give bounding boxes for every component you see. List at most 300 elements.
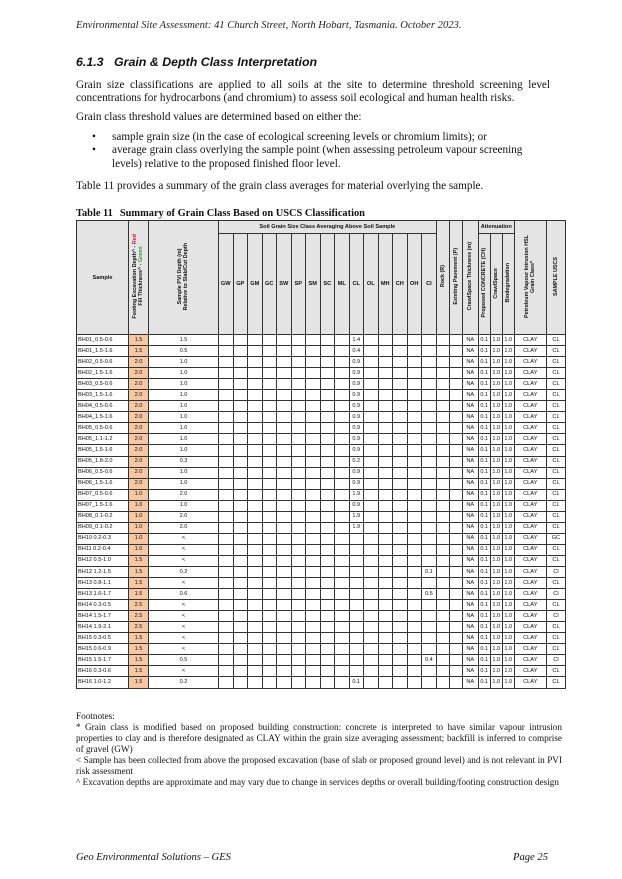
- grain-class-table: [76, 220, 566, 689]
- cell-grain-ch: [393, 522, 408, 533]
- cell-grain-gc: [262, 401, 277, 412]
- cell-grain-cl: 0.9: [349, 401, 364, 412]
- col-header-grain: GP: [233, 234, 248, 335]
- cell-crawl-thickness: NA: [462, 335, 478, 346]
- cell-crawl-thickness: NA: [462, 589, 478, 600]
- col-header-grain: SC: [320, 234, 335, 335]
- cell-grain-oh: [407, 500, 422, 511]
- cell-sample: BH02_0.5-0.6: [77, 357, 129, 368]
- cell-grain-sp: [291, 478, 306, 489]
- cell-crawl-thickness: NA: [462, 401, 478, 412]
- col-group-soil-grain: Soil Grain Size Class Averaging Above Soil Sample: [219, 221, 437, 234]
- cell-uscs: CI: [546, 611, 566, 622]
- cell-grain-gp: [233, 533, 248, 544]
- cell-grain-ol: [364, 622, 379, 633]
- cell-grain-sp: [291, 633, 306, 644]
- cell-crawlspace: 1.0: [490, 544, 502, 555]
- cell-grain-sm: [306, 633, 321, 644]
- cell-grain-gc: [262, 390, 277, 401]
- cell-grain-mh: [378, 335, 393, 346]
- cell-crawlspace: 1.0: [490, 611, 502, 622]
- cell-grain-sp: [291, 533, 306, 544]
- cell-pavement: [449, 357, 462, 368]
- footnotes: [76, 711, 562, 788]
- cell-grain-sp: [291, 467, 306, 478]
- cell-grain-ci: [422, 578, 437, 589]
- cell-grain-oh: [407, 456, 422, 467]
- cell-grain-gc: [262, 368, 277, 379]
- cell-grain-gw: [219, 478, 234, 489]
- cell-grain-sw: [277, 611, 292, 622]
- cell-crawl-thickness: NA: [462, 423, 478, 434]
- cell-hsl-class: CLAY: [514, 346, 546, 357]
- cell-grain-sp: [291, 511, 306, 522]
- cell-grain-sc: [320, 500, 335, 511]
- cell-concrete: 0.1: [478, 589, 490, 600]
- cell-grain-sc: [320, 368, 335, 379]
- cell-grain-ml: [335, 456, 350, 467]
- cell-grain-ch: [393, 456, 408, 467]
- cell-grain-sp: [291, 445, 306, 456]
- cell-grain-sw: [277, 677, 292, 688]
- cell-pvi-depth: 2.0: [149, 511, 219, 522]
- cell-grain-gw: [219, 445, 234, 456]
- list-item: • average grain class overlying the sample point (when assessing petroleum vapour screening levels) relative to the proposed finished floor level.: [76, 144, 550, 171]
- cell-grain-ol: [364, 401, 379, 412]
- cell-uscs: CL: [546, 456, 566, 467]
- table-row: [77, 456, 566, 467]
- cell-grain-ch: [393, 677, 408, 688]
- cell-grain-gw: [219, 555, 234, 566]
- cell-concrete: 0.1: [478, 423, 490, 434]
- cell-biodegradation: 1.0: [502, 655, 514, 666]
- cell-uscs: CI: [546, 566, 566, 577]
- cell-footing-depth: 1.5: [129, 346, 149, 357]
- cell-grain-gw: [219, 589, 234, 600]
- cell-grain-gc: [262, 445, 277, 456]
- cell-crawlspace: 1.0: [490, 511, 502, 522]
- cell-pvi-depth: <: [149, 533, 219, 544]
- col-header-grain: CH: [393, 234, 408, 335]
- cell-grain-ml: [335, 445, 350, 456]
- cell-grain-ml: [335, 578, 350, 589]
- cell-crawl-thickness: NA: [462, 644, 478, 655]
- cell-crawl-thickness: NA: [462, 600, 478, 611]
- cell-rock: [436, 622, 449, 633]
- cell-hsl-class: CLAY: [514, 600, 546, 611]
- cell-crawlspace: 1.0: [490, 677, 502, 688]
- cell-grain-mh: [378, 566, 393, 577]
- cell-grain-cl: [349, 566, 364, 577]
- table-row: [77, 600, 566, 611]
- cell-grain-sc: [320, 555, 335, 566]
- cell-grain-gc: [262, 555, 277, 566]
- cell-grain-sp: [291, 390, 306, 401]
- cell-grain-gc: [262, 533, 277, 544]
- cell-grain-mh: [378, 666, 393, 677]
- cell-grain-oh: [407, 578, 422, 589]
- cell-grain-oh: [407, 677, 422, 688]
- col-header-grain: SP: [291, 234, 306, 335]
- cell-grain-ol: [364, 578, 379, 589]
- cell-pvi-depth: 1.0: [149, 500, 219, 511]
- cell-grain-gm: [248, 401, 263, 412]
- cell-uscs: CL: [546, 544, 566, 555]
- cell-rock: [436, 379, 449, 390]
- cell-grain-cl: 0.9: [349, 478, 364, 489]
- cell-hsl-class: CLAY: [514, 544, 546, 555]
- cell-crawlspace: 1.0: [490, 390, 502, 401]
- cell-grain-sm: [306, 423, 321, 434]
- cell-grain-gw: [219, 633, 234, 644]
- cell-grain-sc: [320, 655, 335, 666]
- cell-sample: BH09_0.1-0.2: [77, 522, 129, 533]
- cell-sample: BH12 1.2-1.5: [77, 566, 129, 577]
- cell-grain-gm: [248, 533, 263, 544]
- cell-grain-sm: [306, 544, 321, 555]
- cell-grain-sc: [320, 511, 335, 522]
- cell-concrete: 0.1: [478, 600, 490, 611]
- cell-rock: [436, 677, 449, 688]
- cell-biodegradation: 1.0: [502, 368, 514, 379]
- table-row: [77, 589, 566, 600]
- table-row: [77, 622, 566, 633]
- cell-grain-gp: [233, 445, 248, 456]
- cell-footing-depth: 2.0: [129, 357, 149, 368]
- cell-grain-gc: [262, 666, 277, 677]
- cell-grain-mh: [378, 611, 393, 622]
- cell-concrete: 0.1: [478, 511, 490, 522]
- cell-grain-ch: [393, 622, 408, 633]
- cell-grain-sw: [277, 533, 292, 544]
- cell-grain-gc: [262, 456, 277, 467]
- cell-grain-gm: [248, 655, 263, 666]
- cell-grain-ol: [364, 544, 379, 555]
- cell-rock: [436, 578, 449, 589]
- cell-grain-sm: [306, 467, 321, 478]
- cell-crawl-thickness: NA: [462, 622, 478, 633]
- cell-grain-sw: [277, 423, 292, 434]
- cell-footing-depth: 2.0: [129, 478, 149, 489]
- cell-uscs: CL: [546, 489, 566, 500]
- cell-grain-cl: 0.4: [349, 346, 364, 357]
- cell-grain-mh: [378, 644, 393, 655]
- cell-grain-ol: [364, 666, 379, 677]
- table-row: [77, 500, 566, 511]
- cell-grain-oh: [407, 335, 422, 346]
- cell-grain-gm: [248, 644, 263, 655]
- cell-pvi-depth: <: [149, 578, 219, 589]
- cell-grain-gw: [219, 522, 234, 533]
- cell-grain-gw: [219, 578, 234, 589]
- cell-sample: BH05_1.5-1.6: [77, 445, 129, 456]
- cell-grain-mh: [378, 677, 393, 688]
- table-caption-title: Summary of Grain Class Based on USCS Classification: [119, 208, 365, 219]
- cell-crawlspace: 1.0: [490, 357, 502, 368]
- col-header-rock: Rock (R): [436, 221, 449, 335]
- cell-grain-gm: [248, 633, 263, 644]
- cell-crawl-thickness: NA: [462, 412, 478, 423]
- cell-pvi-depth: 0.2: [149, 566, 219, 577]
- table-row: [77, 566, 566, 577]
- cell-grain-gc: [262, 589, 277, 600]
- cell-rock: [436, 390, 449, 401]
- cell-pvi-depth: 1.0: [149, 401, 219, 412]
- cell-crawl-thickness: NA: [462, 390, 478, 401]
- cell-uscs: CL: [546, 622, 566, 633]
- cell-pavement: [449, 522, 462, 533]
- cell-grain-gc: [262, 412, 277, 423]
- cell-grain-mh: [378, 423, 393, 434]
- cell-grain-oh: [407, 478, 422, 489]
- cell-biodegradation: 1.0: [502, 522, 514, 533]
- cell-hsl-class: CLAY: [514, 511, 546, 522]
- cell-pvi-depth: 1.0: [149, 434, 219, 445]
- cell-grain-gp: [233, 655, 248, 666]
- table-row: [77, 511, 566, 522]
- table-body: [77, 335, 566, 689]
- cell-grain-mh: [378, 445, 393, 456]
- cell-crawlspace: 1.0: [490, 489, 502, 500]
- cell-grain-cl: 0.9: [349, 368, 364, 379]
- cell-grain-ml: [335, 357, 350, 368]
- cell-crawlspace: 1.0: [490, 335, 502, 346]
- cell-grain-ml: [335, 500, 350, 511]
- cell-grain-oh: [407, 379, 422, 390]
- cell-sample: BH13 0.8-1.1: [77, 578, 129, 589]
- cell-grain-sm: [306, 390, 321, 401]
- footnote-excavation-depth: ^ Excavation depths are approximate and may vary due to change in services depths or overall building/footing construction design: [76, 777, 559, 787]
- cell-grain-ci: 0.5: [422, 589, 437, 600]
- cell-grain-sc: [320, 489, 335, 500]
- cell-grain-gp: [233, 489, 248, 500]
- cell-grain-gp: [233, 555, 248, 566]
- cell-grain-sw: [277, 589, 292, 600]
- col-header-uscs: SAMPLE USCS: [546, 221, 566, 335]
- cell-crawl-thickness: NA: [462, 379, 478, 390]
- cell-biodegradation: 1.0: [502, 445, 514, 456]
- col-header-hsl: Petroleum Vapour Intrusion HSL Grain Class*: [514, 221, 546, 335]
- cell-grain-gp: [233, 357, 248, 368]
- cell-grain-gp: [233, 346, 248, 357]
- cell-biodegradation: 1.0: [502, 578, 514, 589]
- cell-uscs: CL: [546, 423, 566, 434]
- cell-grain-sm: [306, 578, 321, 589]
- cell-hsl-class: CLAY: [514, 589, 546, 600]
- cell-rock: [436, 456, 449, 467]
- cell-crawl-thickness: NA: [462, 555, 478, 566]
- cell-crawl-thickness: NA: [462, 633, 478, 644]
- cell-uscs: CL: [546, 578, 566, 589]
- cell-grain-gw: [219, 622, 234, 633]
- cell-grain-ol: [364, 655, 379, 666]
- cell-uscs: CL: [546, 445, 566, 456]
- cell-grain-sm: [306, 511, 321, 522]
- cell-grain-sm: [306, 434, 321, 445]
- col-header-grain: OL: [364, 234, 379, 335]
- paragraph-table-intro: Table 11 provides a summary of the grain class averages for material overlying the sample.: [76, 180, 484, 192]
- cell-grain-sc: [320, 401, 335, 412]
- cell-grain-ml: [335, 522, 350, 533]
- cell-grain-gp: [233, 589, 248, 600]
- cell-grain-gp: [233, 600, 248, 611]
- cell-grain-ci: [422, 357, 437, 368]
- cell-grain-gp: [233, 335, 248, 346]
- cell-concrete: 0.1: [478, 633, 490, 644]
- cell-grain-sp: [291, 677, 306, 688]
- col-header-grain: SM: [306, 234, 321, 335]
- cell-sample: BH07_1.5-1.6: [77, 500, 129, 511]
- cell-uscs: CL: [546, 346, 566, 357]
- cell-grain-ol: [364, 456, 379, 467]
- cell-grain-sw: [277, 555, 292, 566]
- cell-grain-ch: [393, 544, 408, 555]
- cell-grain-sp: [291, 611, 306, 622]
- cell-pavement: [449, 544, 462, 555]
- cell-hsl-class: CLAY: [514, 555, 546, 566]
- cell-grain-sw: [277, 500, 292, 511]
- cell-grain-sc: [320, 644, 335, 655]
- cell-concrete: 0.1: [478, 666, 490, 677]
- cell-grain-sp: [291, 346, 306, 357]
- cell-grain-gc: [262, 467, 277, 478]
- cell-footing-depth: 1.0: [129, 533, 149, 544]
- table-row: [77, 445, 566, 456]
- cell-rock: [436, 666, 449, 677]
- cell-grain-cl: 1.9: [349, 489, 364, 500]
- cell-grain-sc: [320, 611, 335, 622]
- cell-grain-gm: [248, 600, 263, 611]
- cell-grain-ml: [335, 379, 350, 390]
- cell-grain-ol: [364, 467, 379, 478]
- cell-grain-sc: [320, 522, 335, 533]
- cell-grain-mh: [378, 500, 393, 511]
- cell-grain-sm: [306, 622, 321, 633]
- cell-uscs: CL: [546, 666, 566, 677]
- cell-biodegradation: 1.0: [502, 346, 514, 357]
- cell-grain-cl: 0.9: [349, 500, 364, 511]
- cell-pavement: [449, 566, 462, 577]
- cell-grain-ci: [422, 346, 437, 357]
- cell-sample: BH03_0.5-0.6: [77, 379, 129, 390]
- cell-grain-oh: [407, 544, 422, 555]
- cell-hsl-class: CLAY: [514, 368, 546, 379]
- cell-crawlspace: 1.0: [490, 578, 502, 589]
- cell-hsl-class: CLAY: [514, 489, 546, 500]
- cell-pavement: [449, 500, 462, 511]
- cell-rock: [436, 633, 449, 644]
- cell-biodegradation: 1.0: [502, 544, 514, 555]
- cell-sample: BH14 1.5-1.7: [77, 611, 129, 622]
- cell-grain-gm: [248, 335, 263, 346]
- col-header-sample: Sample: [77, 221, 129, 335]
- col-header-crawlspace: CrawlSpace: [490, 234, 502, 335]
- cell-uscs: CL: [546, 412, 566, 423]
- cell-sample: BH07_0.5-0.6: [77, 489, 129, 500]
- cell-grain-mh: [378, 589, 393, 600]
- cell-grain-sc: [320, 677, 335, 688]
- cell-grain-gp: [233, 511, 248, 522]
- cell-footing-depth: 2.0: [129, 467, 149, 478]
- cell-grain-ci: [422, 423, 437, 434]
- cell-crawlspace: 1.0: [490, 589, 502, 600]
- cell-footing-depth: 1.5: [129, 677, 149, 688]
- cell-grain-sc: [320, 357, 335, 368]
- cell-grain-gc: [262, 644, 277, 655]
- cell-hsl-class: CLAY: [514, 500, 546, 511]
- cell-concrete: 0.1: [478, 644, 490, 655]
- table-row: [77, 434, 566, 445]
- cell-pavement: [449, 467, 462, 478]
- cell-grain-ch: [393, 401, 408, 412]
- cell-grain-ml: [335, 489, 350, 500]
- cell-concrete: 0.1: [478, 412, 490, 423]
- cell-rock: [436, 445, 449, 456]
- cell-grain-ci: [422, 544, 437, 555]
- cell-footing-depth: 2.0: [129, 445, 149, 456]
- cell-sample: BH08_0.1-0.2: [77, 511, 129, 522]
- cell-grain-sp: [291, 456, 306, 467]
- cell-grain-sm: [306, 522, 321, 533]
- cell-uscs: CL: [546, 478, 566, 489]
- cell-grain-gc: [262, 478, 277, 489]
- cell-grain-oh: [407, 423, 422, 434]
- cell-pavement: [449, 600, 462, 611]
- cell-grain-ci: [422, 489, 437, 500]
- cell-pavement: [449, 456, 462, 467]
- cell-pvi-depth: 1.0: [149, 379, 219, 390]
- cell-grain-ol: [364, 478, 379, 489]
- cell-rock: [436, 467, 449, 478]
- cell-grain-mh: [378, 600, 393, 611]
- cell-sample: BH05_0.5-0.6: [77, 423, 129, 434]
- cell-grain-ch: [393, 611, 408, 622]
- cell-grain-cl: [349, 600, 364, 611]
- cell-grain-ci: [422, 500, 437, 511]
- cell-grain-ci: [422, 335, 437, 346]
- cell-grain-gm: [248, 555, 263, 566]
- cell-grain-ol: [364, 589, 379, 600]
- cell-pvi-depth: 1.0: [149, 445, 219, 456]
- cell-grain-ci: [422, 677, 437, 688]
- cell-grain-ch: [393, 445, 408, 456]
- cell-grain-gm: [248, 611, 263, 622]
- cell-grain-gm: [248, 578, 263, 589]
- cell-grain-ml: [335, 346, 350, 357]
- col-group-attenuation: Attenuation: [478, 221, 514, 234]
- section-number: 6.1.3: [76, 55, 104, 69]
- cell-crawlspace: 1.0: [490, 633, 502, 644]
- cell-pvi-depth: 1.0: [149, 390, 219, 401]
- cell-crawl-thickness: NA: [462, 346, 478, 357]
- cell-grain-ci: [422, 555, 437, 566]
- cell-grain-ch: [393, 390, 408, 401]
- cell-hsl-class: CLAY: [514, 423, 546, 434]
- cell-grain-sc: [320, 390, 335, 401]
- cell-grain-gm: [248, 666, 263, 677]
- cell-concrete: 0.1: [478, 335, 490, 346]
- cell-pvi-depth: <: [149, 644, 219, 655]
- table-caption-number: Table 11: [76, 208, 113, 219]
- cell-grain-gw: [219, 655, 234, 666]
- cell-footing-depth: 1.5: [129, 655, 149, 666]
- cell-crawl-thickness: NA: [462, 666, 478, 677]
- cell-grain-gw: [219, 357, 234, 368]
- cell-uscs: CI: [546, 589, 566, 600]
- cell-grain-oh: [407, 566, 422, 577]
- cell-grain-sm: [306, 346, 321, 357]
- cell-crawlspace: 1.0: [490, 368, 502, 379]
